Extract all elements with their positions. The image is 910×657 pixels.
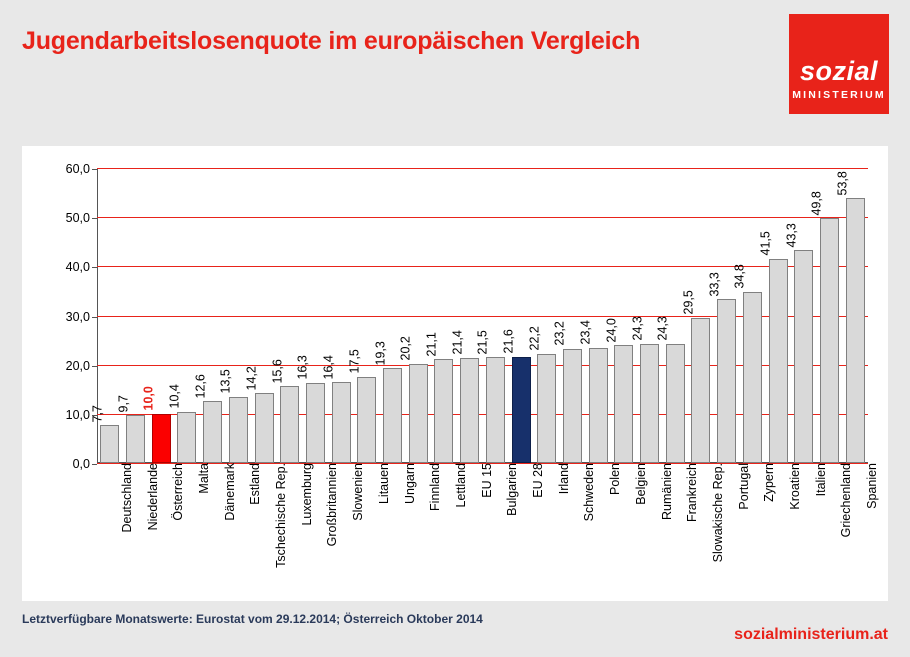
bar: 33,3 Portugal bbox=[707, 271, 751, 510]
logo-wordmark: sozial bbox=[799, 56, 879, 86]
y-axis-tick-label: 30,0 bbox=[65, 309, 90, 324]
website-link[interactable]: sozialministerium.at bbox=[734, 626, 888, 643]
bar: 14,2 Tschechische Rep. bbox=[244, 365, 289, 568]
bar: 23,2 Schweden bbox=[552, 321, 597, 522]
y-axis-tick-label: 60,0 bbox=[65, 162, 90, 176]
bar: 20,2 Finnland bbox=[398, 336, 443, 511]
y-axis-tick-mark bbox=[92, 366, 97, 367]
bar: 21,4 EU 15 bbox=[450, 330, 494, 498]
y-axis-tick-mark bbox=[92, 169, 97, 170]
source-note: Letztverfügbare Monatswerte: Eurostat vom 29.12.2014; Österreich Oktober 2014 bbox=[22, 612, 483, 626]
logo-subtitle: MINISTERIUM bbox=[792, 89, 886, 101]
bar: 34,8 Zypern bbox=[732, 264, 777, 502]
bar: 9,7 Niederlande bbox=[116, 394, 160, 531]
y-axis-tick-label: 0,0 bbox=[72, 457, 90, 471]
bar: 15,6 Luxemburg bbox=[270, 358, 314, 526]
bar: 24,0 Belgien bbox=[604, 317, 648, 505]
chart-plot-area bbox=[65, 162, 880, 568]
gridline bbox=[65, 211, 868, 226]
y-axis-tick-mark bbox=[92, 267, 97, 268]
bar: 16,3 Großbritannien bbox=[295, 355, 340, 547]
y-axis-tick-label: 20,0 bbox=[65, 358, 90, 373]
y-axis-tick-label: 40,0 bbox=[65, 260, 90, 275]
y-axis-tick-label: 50,0 bbox=[65, 211, 90, 226]
bar: 12,6 Dänemark bbox=[193, 373, 237, 521]
bar: 43,3 Italien bbox=[784, 222, 828, 497]
gridline bbox=[65, 260, 868, 275]
bar: 10,4 Malta bbox=[167, 384, 211, 494]
bar: 21,1 Lettland bbox=[424, 331, 468, 508]
bar: 7,7 Deutschland bbox=[90, 404, 134, 533]
bar: 19,3 Ungarn bbox=[373, 340, 417, 504]
y-axis-tick-mark bbox=[92, 317, 97, 318]
bar: 49,8 Griechenland bbox=[809, 190, 854, 538]
bar: 22,2 Irland bbox=[527, 326, 571, 495]
bar: 29,5 Slowakische Rep. bbox=[681, 290, 725, 563]
bar: 23,4 Polen bbox=[578, 320, 623, 495]
bar: 16,4 Slowenien bbox=[321, 355, 366, 521]
bar: 21,6 EU 28 bbox=[501, 329, 546, 498]
bar: 24,3 Rumänien bbox=[630, 316, 674, 520]
logo bbox=[789, 14, 889, 114]
bar: 21,5 Bulgarien bbox=[475, 329, 520, 516]
chart-panel bbox=[22, 146, 888, 601]
bar: 24,3 Frankreich bbox=[655, 316, 700, 523]
bar: 41,5 Kroatien bbox=[758, 231, 803, 510]
y-axis-tick-mark bbox=[92, 464, 97, 465]
page-title: Jugendarbeitslosenquote im europäischen Vergleich bbox=[22, 27, 641, 55]
bar: 17,5 Litauen bbox=[347, 349, 391, 505]
gridline bbox=[65, 162, 868, 176]
bar: 53,8 Spanien bbox=[835, 171, 880, 509]
y-axis-tick-label: 10,0 bbox=[65, 407, 90, 422]
y-axis-tick-mark bbox=[92, 218, 97, 219]
slide-header bbox=[0, 0, 910, 146]
bar: 13,5 Estland bbox=[218, 369, 263, 505]
bar: 10,0 Österreich bbox=[141, 386, 186, 521]
